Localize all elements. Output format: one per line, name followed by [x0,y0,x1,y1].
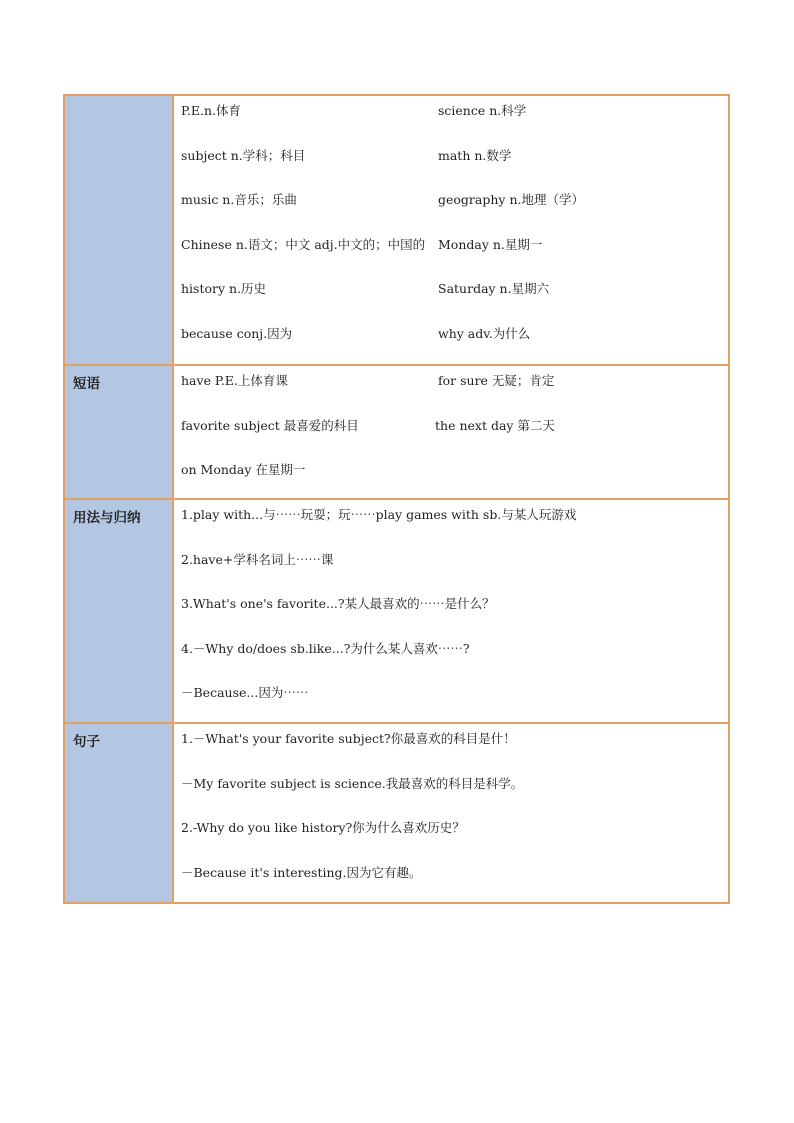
word-entry: geography n.地理（学） [438,192,584,207]
sentence-line: 1.－What's your favorite subject?你最喜欢的科目是什！ [181,731,516,746]
phrase-entry: have P.E.上体育课 [181,373,288,388]
phrase-entry: on Monday 在星期一 [181,462,306,477]
word-pair [181,185,728,230]
word-pair [181,141,728,186]
word-entry: P.E.n.体育 [181,103,241,118]
word-entry: Chinese n.语文；中文 adj.中文的；中国的 [181,236,426,252]
row-label: 用法与归纳 [64,499,173,723]
table-row-phrases [64,365,729,499]
vocabulary-table [63,94,730,904]
phrase-pair [181,366,728,411]
phrase-entry: for sure 无疑；肯定 [438,373,555,388]
phrase-pair [181,455,728,483]
usage-line: 1.play with...与⋯⋯玩耍；玩⋯⋯play games with sb.与某人玩游戏 [181,507,577,522]
row-label: 短语 [64,365,173,499]
word-entry: science n.科学 [438,103,527,118]
phrase-entry: the next day 第二天 [435,417,555,433]
row-content-phrases [173,365,729,499]
word-pair [181,96,728,141]
word-entry: Monday n.星期一 [438,236,543,252]
word-entry: Saturday n.星期六 [438,281,550,296]
word-entry: math n.数学 [438,147,512,163]
word-entry: subject n.学科；科目 [181,147,306,163]
word-entry: history n.历史 [181,281,267,296]
word-pair [181,274,728,319]
row-label: 句子 [64,723,173,903]
table-row-usage [64,499,729,723]
usage-line: －Because...因为⋯⋯ [181,685,309,700]
row-label [64,95,173,365]
row-content-usage [173,499,729,723]
word-entry: music n.音乐；乐曲 [181,192,297,207]
word-pair [181,230,728,275]
table-row-sentences [64,723,729,903]
usage-line: 3.What's one's favorite...?某人最喜欢的⋯⋯是什么？ [181,596,495,611]
sentence-line: 2.-Why do you like history?你为什么喜欢历史？ [181,820,465,835]
word-entry: why adv.为什么 [438,325,531,341]
phrase-entry: favorite subject 最喜爱的科目 [181,417,359,433]
phrase-pair [181,411,728,456]
row-content-vocabulary [173,95,729,365]
usage-line: 4.－Why do/does sb.like...?为什么某人喜欢⋯⋯? [181,640,470,656]
sentence-line: －My favorite subject is science.我最喜欢的科目是科学。 [181,775,524,791]
row-content-sentences [173,723,729,903]
table-row-vocabulary [64,95,729,365]
usage-line: 2.have+学科名词上⋯⋯课 [181,551,334,567]
word-entry: because conj.因为 [181,325,293,341]
sentence-line: －Because it's interesting.因为它有趣。 [181,864,422,880]
word-pair [181,319,728,347]
